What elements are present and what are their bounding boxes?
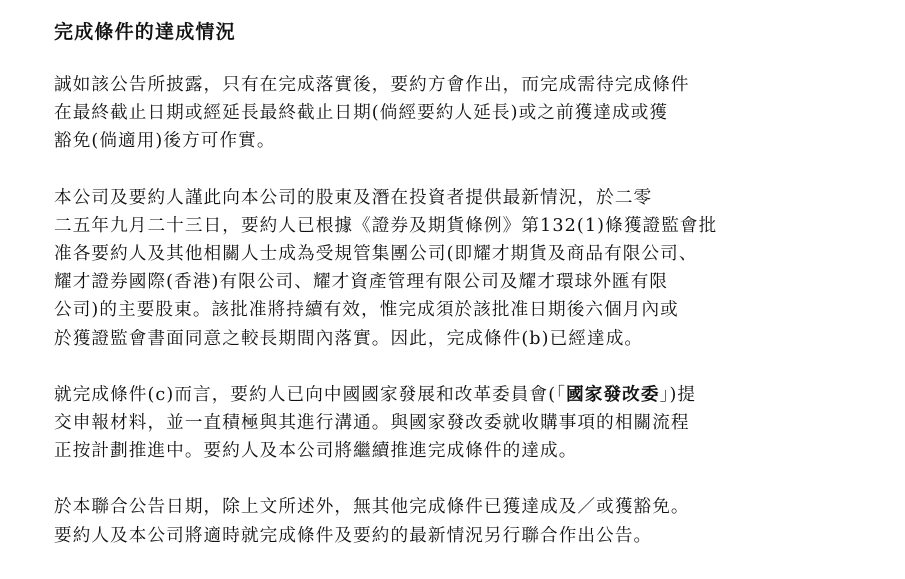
text-line: 正按計劃推進中。要約人及本公司將繼續推進完成條件的達成。 <box>54 441 578 462</box>
text-line: 耀才證券國際(香港)有限公司、耀才資產管理有限公司及耀才環球外匯有限 <box>54 272 669 293</box>
text-line: 豁免(倘適用)後方可作實。 <box>54 131 276 152</box>
text-line: 在最終截止日期或經延長最終截止日期(倘經要約人延長)或之前獲達成或獲 <box>54 103 669 124</box>
paragraph-ndrc-filing <box>54 381 860 466</box>
text-line: 於獲證監會書面同意之較長期間內落實。因此，完成條件(b)已經達成。 <box>54 328 644 349</box>
text-line: 於本聯合公告日期，除上文所述外，無其他完成條件已獲達成及／或獲豁免。 <box>54 497 690 518</box>
text-line: 要約人及本公司將適時就完成條件及要約的最新情況另行聯合作出公告。 <box>54 525 653 546</box>
text-line: 二五年九月二十三日，要約人已根據《證券及期貨條例》第132(1)條獲證監會批 <box>54 215 718 236</box>
text-line: 誠如該公告所披露，只有在完成落實後，要約方會作出，而完成需待完成條件 <box>54 75 690 95</box>
text-line: 交申報材料，並一直積極與其進行溝通。與國家發改委就收購事項的相關流程 <box>54 413 690 434</box>
text-segment: 就完成條件(c)而言，要約人已向中國國家發展和改革委員會(「 <box>54 384 567 405</box>
text-line: 准各要約人及其他相關人士成為受規管集團公司(即耀才期貨及商品有限公司、 <box>54 244 698 265</box>
text-line: 本公司及要約人謹此向本公司的股東及潛在投資者提供最新情況，於二零 <box>54 187 653 208</box>
section-heading: 完成條件的達成情況 <box>54 21 236 43</box>
defined-term-ndrc: 國家發改委 <box>566 384 660 405</box>
paragraph-completion-disclosure <box>54 71 860 156</box>
paragraph-sfc-approval <box>54 184 860 353</box>
document-body <box>54 18 860 578</box>
text-segment: 」)提 <box>659 384 697 405</box>
text-line: 公司)的主要股東。該批准將持續有效，惟完成須於該批准日期後六個月內或 <box>54 300 679 321</box>
paragraph-other-conditions <box>54 493 860 549</box>
text-line <box>54 381 860 409</box>
